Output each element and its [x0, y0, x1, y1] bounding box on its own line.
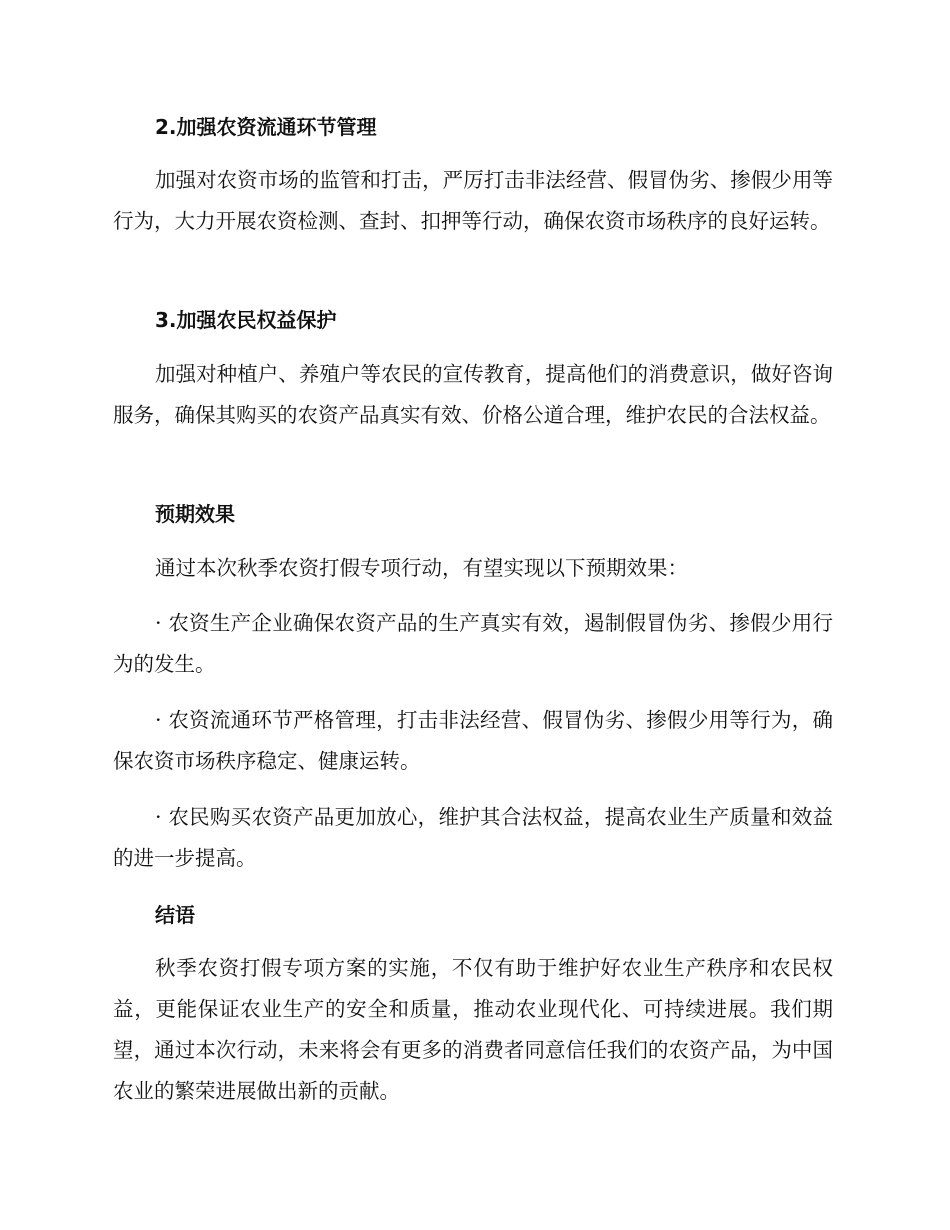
- bullet-item-farmers: · 农民购买农资产品更加放心，维护其合法权益，提高农业生产质量和效益的进一步提高。: [113, 805, 833, 870]
- paragraph-expected-intro: 通过本次秋季农资打假专项行动，有望实现以下预期效果：: [155, 556, 688, 580]
- paragraph-circulation: 加强对农资市场的监管和打击，严厉打击非法经营、假冒伪劣、掺假少用等行为，大力开展农资检测、查封、扣押等行动，确保农资市场秩序的良好运转。: [113, 168, 833, 233]
- section-heading-expected-effects: 预期效果: [155, 502, 235, 526]
- section-heading-farmer-rights: 3.加强农民权益保护: [155, 308, 337, 332]
- section-heading-circulation: 2.加强农资流通环节管理: [155, 115, 377, 139]
- bullet-item-production: · 农资生产企业确保农资产品的生产真实有效，遏制假冒伪劣、掺假少用行为的发生。: [113, 611, 833, 676]
- paragraph-conclusion: 秋季农资打假专项方案的实施，不仅有助于维护好农业生产秩序和农民权益，更能保证农业生产的安全和质量，推动农业现代化、可持续进展。我们期望，通过本次行动，未来将会有更多的消费者同意信任我们的农资产品，为中国农业的繁荣进展做出新的贡献。: [113, 956, 833, 1103]
- bullet-item-circulation: · 农资流通环节严格管理，打击非法经营、假冒伪劣、掺假少用等行为，确保农资市场秩序稳定、健康运转。: [113, 708, 833, 773]
- section-heading-conclusion: 结语: [155, 903, 195, 927]
- paragraph-farmer-rights: 加强对种植户、养殖户等农民的宣传教育，提高他们的消费意识，做好咨询服务，确保其购买的农资产品真实有效、价格公道合理，维护农民的合法权益。: [113, 362, 833, 427]
